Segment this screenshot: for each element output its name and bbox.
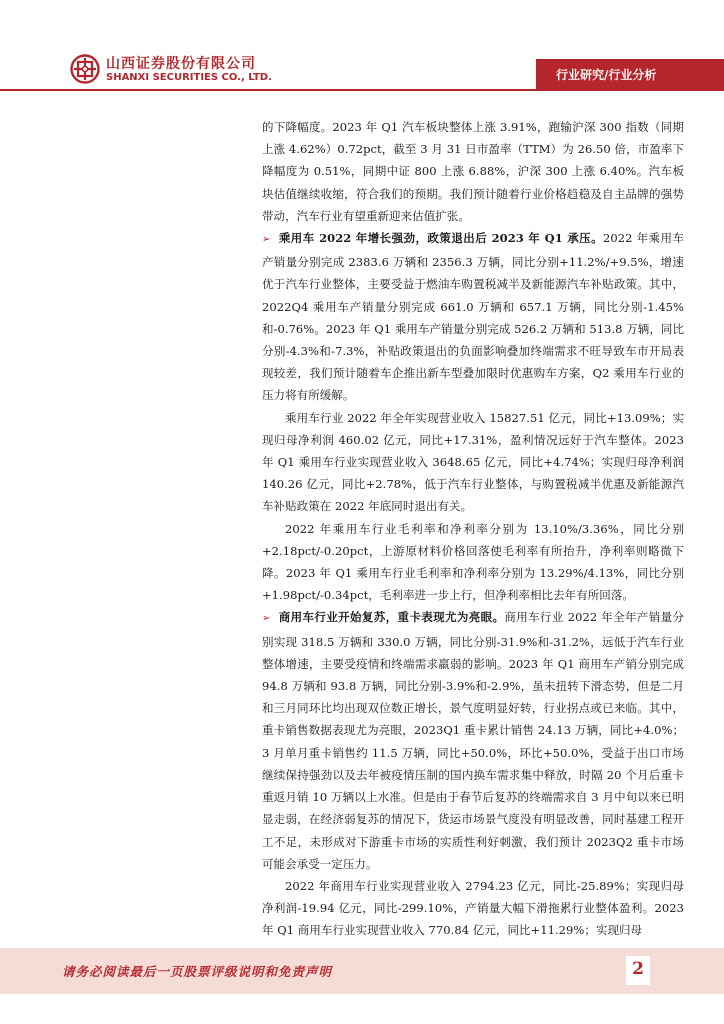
- shanxi-securities-logo-icon: [70, 54, 100, 84]
- disclaimer-link[interactable]: 请务必阅读最后一页股票评级说明和免责声明: [62, 964, 333, 979]
- bullet-text-commercial: 商用车行业 2022 年全年产销量分别实现 318.5 万辆和 330.0 万辆，同比分别-31.9%和-31.2%，远低于汽车行业整体增速，主要受疫情和终端需求羸弱的影响。2023 年 Q1 商用车产销分别完成 94.8 万辆和 93.8 万辆，同比分别-3.9%和-2.9%，虽未扭转下滑态势，但是二月和三月同环比均出现双位数正增长，景气度明显好转，行业拐点或已来临。其中，重卡销售数据表现尤为亮眼，2023Q1 重卡累计销售 24.13 万辆，同比+4.0%；3 月单月重卡销售约 11.5 万辆，同比+50.0%，环比+50.0%，受益于出口市场继续保持强劲以及去年被疫情压制的国内换车需求集中释放，时隔 20 个月后重卡重返月销 10 万辆以上水准。但是由于春节后复苏的终端需求自 3 月中旬以来已明显走弱，在经济弱复苏的情况下，货运市场景气度没有明显改善，同时基建工程开工不足，未形成对下游重卡市场的实质性利好刺激，我们预计 2023Q2 重卡市场可能会承受一定压力。: [262, 610, 684, 871]
- header-divider: [0, 89, 724, 91]
- paragraph-passenger-revenue: 乘用车行业 2022 年全年实现营业收入 15827.51 亿元，同比+13.09%；实现归母净利润 460.02 亿元，同比+17.31%，盈利情况远好于汽车整体。2023 年 Q1 乘用车行业实现营业收入 3648.65 亿元，同比+4.74%；实现归母净利润 140.26 亿元，同比+2.78%，低于汽车行业整体，与购置税减半优惠及新能源汽车补贴政策在 2022 年底同时退出有关。: [262, 410, 684, 514]
- arrow-bullet-icon: ➢: [262, 234, 271, 246]
- paragraph-commercial-revenue: 2022 年商用车行业实现营业收入 2794.23 亿元，同比-25.89%；实现归母净利润-19.94 亿元，同比-299.10%，产销量大幅下滑拖累行业整体盈利。2023 年 Q1 商用车行业实现营业收入 770.84 亿元，同比+11.29%；实现归母: [262, 878, 684, 938]
- company-name-en: SHANXI SECURITIES CO., LTD.: [106, 72, 272, 83]
- page-header: [0, 0, 724, 92]
- bullet-lead-commercial: 商用车行业开始复苏，重卡表现尤为亮眼。: [278, 610, 505, 625]
- bullet-text-passenger: 2022 年乘用车产销量分别完成 2383.6 万辆和 2356.3 万辆，同比分别+11.2%/+9.5%，增速优于汽车行业整体，主要受益于燃油车购置税减半及新能源汽车补贴政策。其中，2022Q4 乘用车产销量分别完成 661.0 万辆和 657.1 万辆，同比分别-1.45%和-0.76%。2023 年 Q1 乘用车产销量分别完成 526.2 万辆和 513.8 万辆，同比分别-4.3%和-7.3%，补贴政策退出的负面影响叠加终端需求不旺导致车市开局表现较差，我们预计随着车企推出新车型叠加限时优惠购车方案，Q2 乘用车行业的压力将有所缓解。: [262, 231, 685, 403]
- bullet-lead-passenger: 乘用车 2022 年增长强劲，政策退出后 2023 年 Q1 承压。: [278, 231, 604, 246]
- company-name-cn: 山西证券股份有限公司: [106, 56, 256, 72]
- bullet-passenger-cars: [262, 227, 684, 407]
- paragraph-passenger-margin: 2022 年乘用车行业毛利率和净利率分别为 13.10%/3.36%，同比分别+2.18pct/-0.20pct，上游原材料价格回落使毛利率有所抬升，净利率则略微下降。2023 年 Q1 乘用车行业毛利率和净利率分别为 13.29%/4.13%，同比分别+1.98pct/-0.34pct，毛利率进一步上行，但净利率相比去年有所回落。: [262, 521, 684, 603]
- section-label: 行业研究/行业分析: [556, 68, 657, 82]
- bullet-commercial-vehicles: [262, 606, 684, 874]
- page-number-box: [626, 956, 650, 985]
- arrow-bullet-icon: ➢: [262, 613, 271, 625]
- paragraph-valuation: 的下降幅度。2023 年 Q1 汽车板块整体上涨 3.91%，跑输沪深 300 指数（同期上涨 4.62%）0.72pct，截至 3 月 31 日市盈率（TTM）为 26.50 倍，市盈率下降幅度为 0.51%，同期中证 800 上涨 6.88%，沪深 300 上涨 6.40%。汽车板块估值继续收缩，符合我们的预期。我们预计随着行业价格趋稳及自主品牌的强势带动，汽车行业有望重新迎来估值扩张。: [262, 120, 684, 223]
- report-body: [262, 116, 684, 942]
- page-footer: [0, 948, 724, 994]
- page-number: 2: [632, 959, 644, 979]
- section-band: [536, 59, 724, 89]
